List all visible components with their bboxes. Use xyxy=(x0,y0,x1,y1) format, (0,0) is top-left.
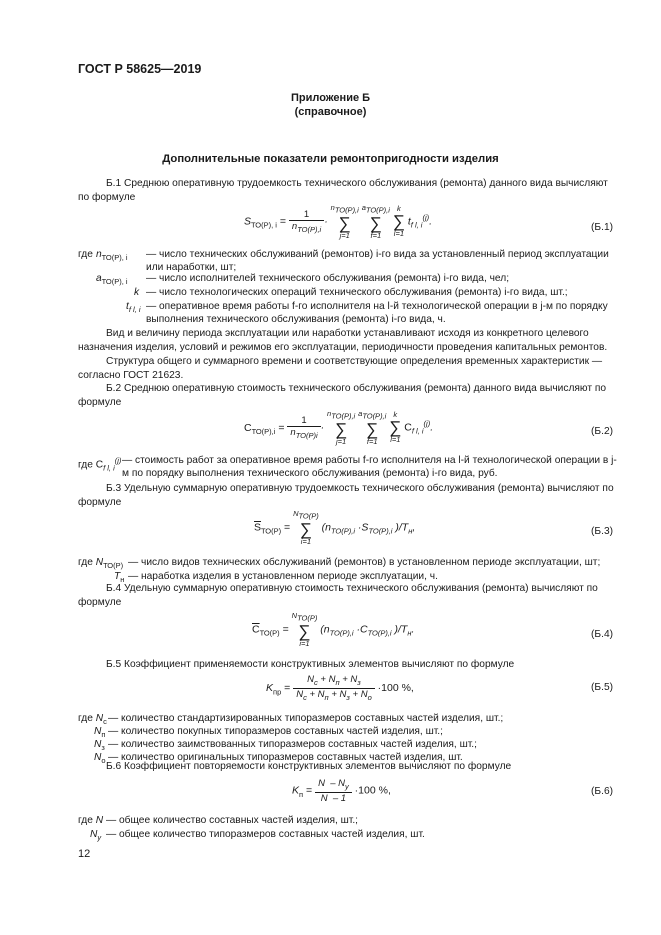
paragraph-b2: Б.2 Среднюю оперативную стоимость технического обслуживания (ремонта) данного вида вычисляют по формуле xyxy=(78,383,607,408)
definition-item: — число исполнителей технического обслуживания (ремонта) i-го вида, чел; xyxy=(146,273,510,284)
definition-item: — число видов технических обслуживаний (ремонтов) в установленном периоде эксплуатации, шт; xyxy=(128,557,601,568)
paragraph-b6: Б.6 Коэффициент повторяемости конструктивных элементов вычисляют по формуле xyxy=(106,761,512,772)
definition-item: — наработка изделия в установленном периоде эксплуатации, ч. xyxy=(128,571,438,582)
definition-item: — оперативное время работы f-го исполнителя на l-й технологической операции в j-м по порядку выполнения технического обслуживания (ремонта) i-го вида, ч. xyxy=(146,301,608,325)
equation-number-b4: (Б.4) xyxy=(591,629,613,640)
def-symbol: $t_{f l, i}$ xyxy=(126,301,141,315)
definition-item: — стоимость работ за оперативное время работы f-го исполнителя на l-й технологической операции в j-м по порядку выполнения технического обслуживания (ремонта) i-го вида, руб. xyxy=(122,455,617,479)
formula-b2: $C_{ТО(Р),i}$ = $\frac{1}{n_{ТО(Р)i}}$ · $n_{ТО(Р),i}$ ∑ j=1 $a_{ТО(Р),i}$ ∑ f=1 k ∑ l=1 $C_{f l, i}^{(j)}$. xyxy=(244,409,434,446)
page-number: 12 xyxy=(78,848,91,860)
equation-number-b1: (Б.1) xyxy=(591,222,613,233)
equation-number-b6: (Б.6) xyxy=(591,786,613,797)
definition-item: — число технологических операций технического обслуживания (ремонта) i-го вида, шт.; xyxy=(146,287,568,298)
definition-item: — общее количество типоразмеров составных частей изделия, шт. xyxy=(106,829,425,840)
def-symbol: $N_о$ xyxy=(94,752,106,766)
paragraph-b1-period: Вид и величину периода эксплуатации или наработки устанавливают исходя из конкретного целевого назначения изделия, условий и режимов его эксплуатации, периодичности проведения капитальных ремонтов. xyxy=(78,328,608,353)
definition-item: — количество стандартизированных типоразмеров составных частей изделия, шт.; xyxy=(108,713,504,724)
def-symbol: $T_н$ xyxy=(114,571,125,585)
definition-item: — количество оригинальных типоразмеров составных частей изделия, шт. xyxy=(108,752,463,763)
where-label: где $N_с$ xyxy=(78,713,107,727)
appendix-subtitle: (справочное) xyxy=(294,106,367,118)
def-symbol: $N_y$ xyxy=(90,829,102,843)
paragraph-b3: Б.3 Удельную суммарную оперативную трудоемкость технического обслуживания (ремонта) вычисляют по формуле xyxy=(78,483,614,508)
paragraph-b5: Б.5 Коэффициент применяемости конструктивных элементов вычисляют по формуле xyxy=(106,659,515,670)
paragraph-b4: Б.4 Удельную суммарную оперативную стоимость технического обслуживания (ремонта) вычисляют по формуле xyxy=(78,583,598,608)
definition-item: — число технических обслуживаний (ремонтов) i-го вида за установленный период эксплуатации или наработки, шт; xyxy=(146,249,609,273)
formula-b3: $\overline{S}_{ТО(Р)}$ = $N_{ТО(Р)}$ ∑ i=1 ($n_{ТО(Р),i} \cdot S_{ТО(Р),i}$ )$/T_н$, xyxy=(254,509,416,546)
def-symbol: $N_п$ xyxy=(94,726,106,740)
formula-b4: $\overline{C}_{ТО(Р)}$ = $N_{ТО(Р)}$ ∑ i=1 ($n_{ТО(Р),i} \cdot C_{ТО(Р),i}$ )$/T_н$. xyxy=(252,611,415,648)
definition-item: — количество покупных типоразмеров составных частей изделия, шт.; xyxy=(108,726,443,737)
section-title: Дополнительные показатели ремонтопригодности изделия xyxy=(162,153,499,165)
paragraph-b1: Б.1 Среднюю оперативную трудоемкость технического обслуживания (ремонта) данного вида вычисляют по формуле xyxy=(78,178,608,203)
where-label: где $C_{f l, i}^{(j)}$ xyxy=(78,456,122,473)
def-symbol: $n_{ТО(Р), i}$ xyxy=(96,249,128,263)
formula-b5: $K_{пр}$ = $\frac{N_с + N_п + N_з}{N_с + N_п + N_з + N_о}$ ·100 %, xyxy=(266,674,414,702)
where-label: где $N_{ТО(Р)}$ xyxy=(78,557,124,571)
document-header: ГОСТ Р 58625—2019 xyxy=(78,62,202,76)
equation-number-b3: (Б.3) xyxy=(591,526,613,537)
where-label: где N xyxy=(78,815,104,826)
formula-b1: $S_{ТО(Р), i}$ = $\frac{1}{n_{ТО(Р),i}}$ · $n_{ТО(Р),i}$ ∑ j=1 $a_{ТО(Р),i}$ ∑ f=1 k ∑ l=1 $t_{f l, i}^{(j)}$. xyxy=(244,203,433,240)
equation-number-b2: (Б.2) xyxy=(591,426,613,437)
paragraph-b1-structure: Структура общего и суммарного времени и соответствующие определения временных характеристик — согласно ГОСТ 21623. xyxy=(78,356,603,381)
definition-item: — количество заимствованных типоразмеров составных частей изделия, шт.; xyxy=(108,739,477,750)
where-label: где xyxy=(78,249,93,260)
definition-item: — общее количество составных частей изделия, шт.; xyxy=(106,815,358,826)
formula-b6: $K_п$ = $\frac{N - N_y}{N - 1}$ ·100 %, xyxy=(292,778,391,804)
appendix-title: Приложение Б xyxy=(290,92,371,104)
equation-number-b5: (Б.5) xyxy=(591,682,613,693)
def-symbol: $a_{ТО(Р), i}$ xyxy=(96,273,128,287)
def-symbol: k xyxy=(134,287,140,298)
def-symbol: $N_з$ xyxy=(94,739,105,753)
